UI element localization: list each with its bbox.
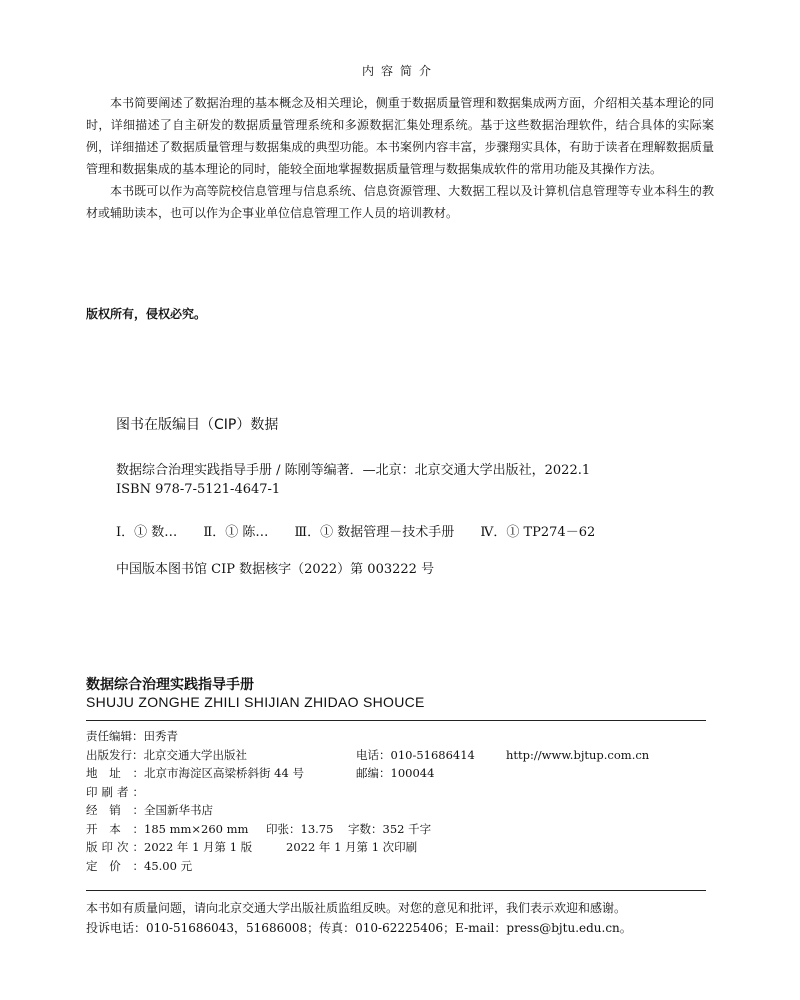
edition-label: 版印次： <box>86 840 144 854</box>
pub-row-publisher <box>86 746 706 765</box>
address-value: 北京市海淀区高梁桥斜街 44 号 <box>144 766 304 780</box>
pub-row-edition <box>86 838 706 857</box>
phone-label: 电话： <box>356 747 391 762</box>
phone-value: 010-51686414 <box>390 747 475 762</box>
cip-class-4: Ⅳ．① TP274－62 <box>480 525 596 540</box>
phone <box>356 746 475 765</box>
cip-isbn: ISBN 978-7-5121-4647-1 <box>116 482 281 497</box>
footer-notice <box>86 898 716 938</box>
footer-contact: 投诉电话：010-51686043，51686008；传真：010-62225406；E-mail：press@bjtu.edu.cn。 <box>86 921 632 935</box>
publisher-label: 出版发行： <box>86 747 144 762</box>
sheets-value: 13.75 <box>300 821 334 836</box>
cip-class-2: Ⅱ．① 陈… <box>203 525 269 540</box>
pub-row-printer <box>86 783 706 802</box>
format-value: 185 mm×260 mm <box>144 821 249 836</box>
pub-row-distributor <box>86 801 706 820</box>
pub-row-price <box>86 857 706 876</box>
address-label: 地址： <box>86 766 144 780</box>
words-label: 字数： <box>348 821 383 836</box>
intro-text <box>86 92 714 224</box>
pub-row-editor <box>86 727 706 746</box>
printing-value: 2022 年 1 月第 1 次印刷 <box>286 840 418 854</box>
footer-quality-notice: 本书如有质量问题，请向北京交通大学出版社质监组反映。对您的意见和批评，我们表示欢迎和感谢。 <box>86 901 627 915</box>
word-count <box>348 820 431 839</box>
cip-heading: 图书在版编目（CIP）数据 <box>116 417 279 433</box>
words-value: 352 千字 <box>382 821 432 836</box>
sheets-label: 印张： <box>266 821 301 836</box>
price-label: 定价： <box>86 858 144 873</box>
book-title-pinyin: SHUJU ZONGHE ZHILI SHIJIAN ZHIDAO SHOUCE <box>86 694 425 710</box>
price-value: 45.00 元 <box>144 858 193 873</box>
distributor-value: 全国新华书店 <box>144 803 213 817</box>
pub-row-format <box>86 820 706 839</box>
sheets <box>266 820 333 839</box>
distributor-label: 经销： <box>86 803 144 817</box>
editor-label: 责任编辑： <box>86 729 144 743</box>
edition-value: 2022 年 1 月第 1 版 <box>144 840 253 854</box>
cip-class-1: Ⅰ．① 数… <box>116 525 178 540</box>
intro-paragraph-2: 本书既可以作为高等院校信息管理与信息系统、信息资源管理、大数据工程以及计算机信息管理等专业本科生的教材或辅助读本，也可以作为企事业单位信息管理工作人员的培训教材。 <box>86 184 714 220</box>
editor-value: 田秀青 <box>143 729 178 743</box>
postcode <box>356 764 434 783</box>
postcode-value: 100044 <box>390 766 435 780</box>
format-label: 开本： <box>86 821 144 836</box>
intro-paragraph-1: 本书简要阐述了数据治理的基本概念及相关理论，侧重于数据质量管理和数据集成两方面，介绍相关基本理论的同时，详细描述了自主研发的数据质量管理系统和多源数据汇集处理系统。基于这些数据治理软件，结合具体的实际案例，详细描述了数据质量管理与数据集成的典型功能。本书案例内容丰富，步骤翔实具体，有助于读者在理解数据质量管理和数据集成的基本理论的同时，能较全面地掌握数据质量管理与数据集成软件的常用功能及其操作方法。 <box>86 96 714 176</box>
cip-class-3: Ⅲ．① 数据管理－技术手册 <box>294 525 455 540</box>
cip-catalog-line: 数据综合治理实践指导手册 / 陈刚等编著．—北京：北京交通大学出版社，2022.1 <box>116 463 591 478</box>
publishing-info <box>86 727 706 875</box>
divider-top <box>86 720 706 721</box>
book-title: 数据综合治理实践指导手册 <box>86 677 254 693</box>
cip-library-number: 中国版本图书馆 CIP 数据核字（2022）第 003222 号 <box>116 562 435 577</box>
cip-classification <box>116 521 617 540</box>
publisher-value: 北京交通大学出版社 <box>143 747 247 762</box>
pub-row-address <box>86 764 706 783</box>
postcode-label: 邮编： <box>356 766 391 780</box>
copyright-notice: 版权所有，侵权必究。 <box>86 307 207 321</box>
website-link[interactable]: http://www.bjtup.com.cn <box>506 747 650 762</box>
intro-heading: 内容简介 <box>361 64 438 78</box>
printer-label: 印刷者： <box>86 784 144 799</box>
divider-bottom <box>86 890 706 891</box>
